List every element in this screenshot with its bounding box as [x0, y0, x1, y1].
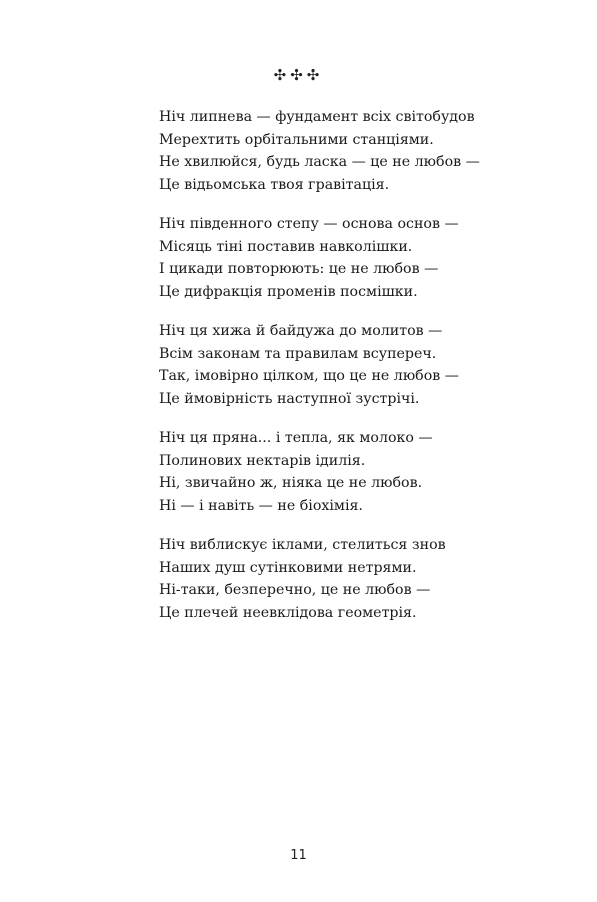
page-number: 11	[290, 848, 307, 863]
poem-line: Ніч липнева — фундамент всіх світобудов	[159, 109, 475, 125]
poem-line: Мерехтить орбітальними станціями.	[159, 131, 434, 148]
stanza-2	[159, 213, 579, 303]
stanza-5	[159, 534, 579, 624]
poem-line: Всім законам та правилам всупереч.	[159, 345, 437, 362]
poem-line: Ні, звичайно ж, ніяка це не любов.	[159, 475, 423, 491]
poem-line: Полинових нектарів ідилія.	[159, 452, 366, 469]
poem-line: Ніч південного степу — основа основ —	[159, 216, 459, 232]
poem-line: Не хвилюйся, будь ласка — це не любов —	[159, 154, 480, 170]
poem-line: Ніч ця хижа й байдужа до молитов —	[159, 323, 443, 339]
stanza-1	[159, 106, 579, 196]
stanza-3	[159, 320, 579, 410]
poem-line: Це відьомська твоя гравітація.	[159, 176, 390, 193]
section-ornament: ✣✣✣	[273, 66, 324, 84]
poem-line: Ніч виблискує іклами, стелиться знов	[159, 537, 446, 553]
poem-line: І цикади повторюють: це не любов —	[159, 261, 439, 277]
poem-line: Ніч ця пряна... і тепла, як молоко —	[159, 430, 433, 446]
poem-line: Це дифракція променів посмішки.	[159, 283, 418, 300]
poem-line: Ні-таки, безперечно, це не любов —	[159, 582, 431, 598]
poem-line: Так, імовірно цілком, що це не любов —	[159, 368, 459, 384]
poem-line: Наших душ сутінковими нетрями.	[159, 559, 417, 576]
poem-line: Це ймовірність наступної зустрічі.	[159, 390, 420, 407]
poem-line: Ні — і навіть — не біохімія.	[159, 497, 363, 514]
poem-line: Це плечей неевклідова геометрія.	[159, 604, 417, 621]
stanza-4	[159, 427, 579, 517]
poem-line: Місяць тіні поставив навколішки.	[159, 238, 413, 255]
poem-body	[159, 106, 579, 641]
